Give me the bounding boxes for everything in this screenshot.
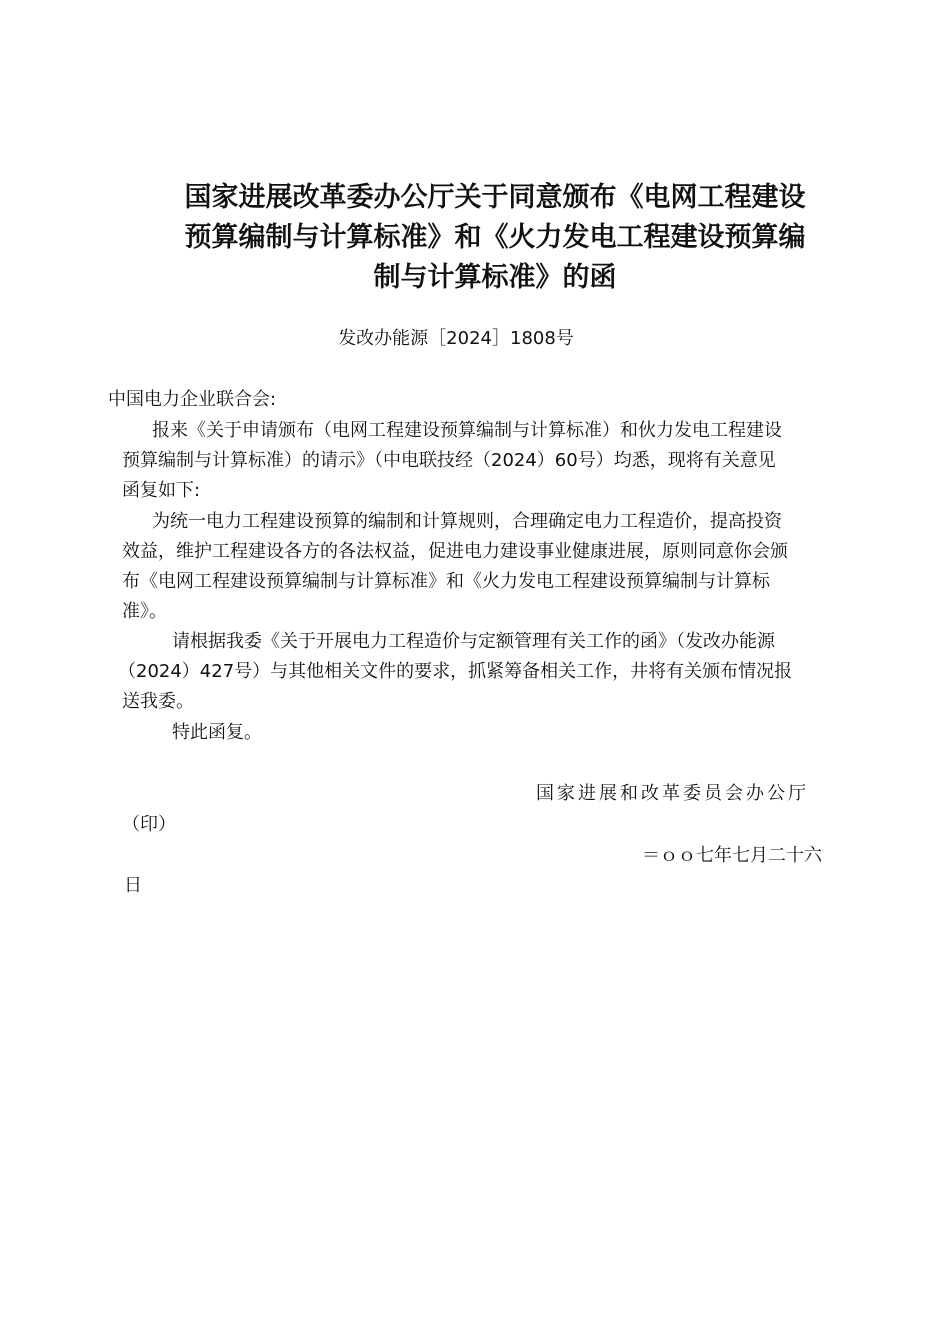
title-line-1: 国家进展改革委办公厅关于同意颁布《电网工程建设 — [184, 182, 806, 213]
paragraph-1-line-1: 报来《关于申请颁布（电网工程建设预算编制与计算标准）和伙力发电工程建设 — [152, 420, 782, 441]
document-title — [160, 178, 830, 298]
paragraph-3-line-2: （2024）427号）与其他相关文件的要求，抓紧筹备相关工作，井将有关颁布情况报 — [118, 661, 793, 682]
paragraph-2-line-3: 布《电网工程建设预算编制与计算标准》和《火力发电工程建设预算编制与计算标 — [122, 571, 770, 592]
closing-remark: 特此函复。 — [172, 722, 262, 743]
seal-mark: （印） — [122, 814, 176, 835]
title-line-2: 预算编制与计算标准》和《火力发电工程建设预算编 — [184, 222, 806, 253]
paragraph-1-line-2: 预算编制与计算标准）的请示》（中电联技经（2024）60号）均悉，现将有关意见 — [122, 450, 776, 471]
signature-date-continued: 日 — [124, 875, 142, 896]
paragraph-2-line-2: 效益，维护工程建设各方的各法权益，促进电力建设事业健康进展，原则同意你会颁 — [122, 541, 788, 562]
paragraph-2-line-4: 准》。 — [122, 601, 167, 622]
signature-organization: 国家进展和改革委员会办公厅 — [536, 783, 809, 804]
paragraph-2-line-1: 为统一电力工程建设预算的编制和计算规则，合理确定电力工程造价，提高投资 — [152, 511, 782, 532]
title-line-3: 制与计算标准》的函 — [373, 262, 617, 293]
paragraph-1-line-3: 函复如下: — [122, 480, 201, 501]
document-number: 发改办能源［2024］1808号 — [338, 328, 574, 349]
paragraph-3-line-3: 送我委。 — [122, 691, 194, 712]
addressee: 中国电力企业联合会: — [108, 389, 277, 410]
signature-date: ＝ｏｏ七年七月二十六 — [642, 845, 822, 866]
paragraph-3-line-1: 请根据我委《关于开展电力工程造价与定额管理有关工作的函》（发改办能源 — [172, 631, 775, 652]
